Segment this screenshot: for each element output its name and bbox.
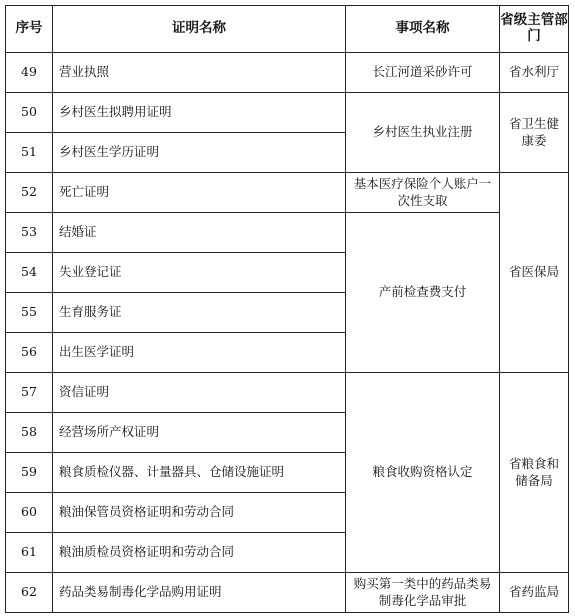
- row-number: 58: [6, 413, 53, 453]
- table-row: [6, 53, 569, 93]
- dept-name: 省医保局: [500, 173, 569, 373]
- table-row: [6, 573, 569, 613]
- cert-name: 乡村医生学历证明: [53, 133, 346, 173]
- cert-name: 粮油保管员资格证明和劳动合同: [53, 493, 346, 533]
- cert-name: 粮食质检仪器、计量器具、仓储设施证明: [53, 453, 346, 493]
- certificate-table: [5, 5, 569, 613]
- row-number: 52: [6, 173, 53, 213]
- row-number: 55: [6, 293, 53, 333]
- row-number: 56: [6, 333, 53, 373]
- row-number: 54: [6, 253, 53, 293]
- row-number: 57: [6, 373, 53, 413]
- cert-name: 经营场所产权证明: [53, 413, 346, 453]
- cert-name: 失业登记证: [53, 253, 346, 293]
- header-item-name: 事项名称: [346, 6, 500, 53]
- item-name: 产前检查费支付: [346, 213, 500, 373]
- cert-name: 营业执照: [53, 53, 346, 93]
- item-name: 乡村医生执业注册: [346, 93, 500, 173]
- row-number: 62: [6, 573, 53, 613]
- cert-name: 生育服务证: [53, 293, 346, 333]
- row-number: 53: [6, 213, 53, 253]
- table-row: [6, 173, 569, 213]
- item-name: 购买第一类中的药品类易制毒化学品审批: [346, 573, 500, 613]
- item-name: 粮食收购资格认定: [346, 373, 500, 573]
- dept-name: 省水利厅: [500, 53, 569, 93]
- table-row: [6, 213, 569, 253]
- row-number: 61: [6, 533, 53, 573]
- row-number: 51: [6, 133, 53, 173]
- row-number: 60: [6, 493, 53, 533]
- item-name: 基本医疗保险个人账户一次性支取: [346, 173, 500, 213]
- row-number: 50: [6, 93, 53, 133]
- cert-name: 出生医学证明: [53, 333, 346, 373]
- cert-name: 资信证明: [53, 373, 346, 413]
- cert-name: 乡村医生拟聘用证明: [53, 93, 346, 133]
- cert-name: 药品类易制毒化学品购用证明: [53, 573, 346, 613]
- table-row: [6, 373, 569, 413]
- header-dept: 省级主管部门: [500, 6, 569, 53]
- dept-name: 省卫生健康委: [500, 93, 569, 173]
- dept-name: 省药监局: [500, 573, 569, 613]
- table-row: [6, 93, 569, 133]
- cert-name: 结婚证: [53, 213, 346, 253]
- cert-name: 粮油质检员资格证明和劳动合同: [53, 533, 346, 573]
- item-name: 长江河道采砂许可: [346, 53, 500, 93]
- row-number: 49: [6, 53, 53, 93]
- cert-name: 死亡证明: [53, 173, 346, 213]
- row-number: 59: [6, 453, 53, 493]
- header-seq: 序号: [6, 6, 53, 53]
- dept-name: 省粮食和储备局: [500, 373, 569, 573]
- header-cert-name: 证明名称: [53, 6, 346, 53]
- header-row: [6, 6, 569, 53]
